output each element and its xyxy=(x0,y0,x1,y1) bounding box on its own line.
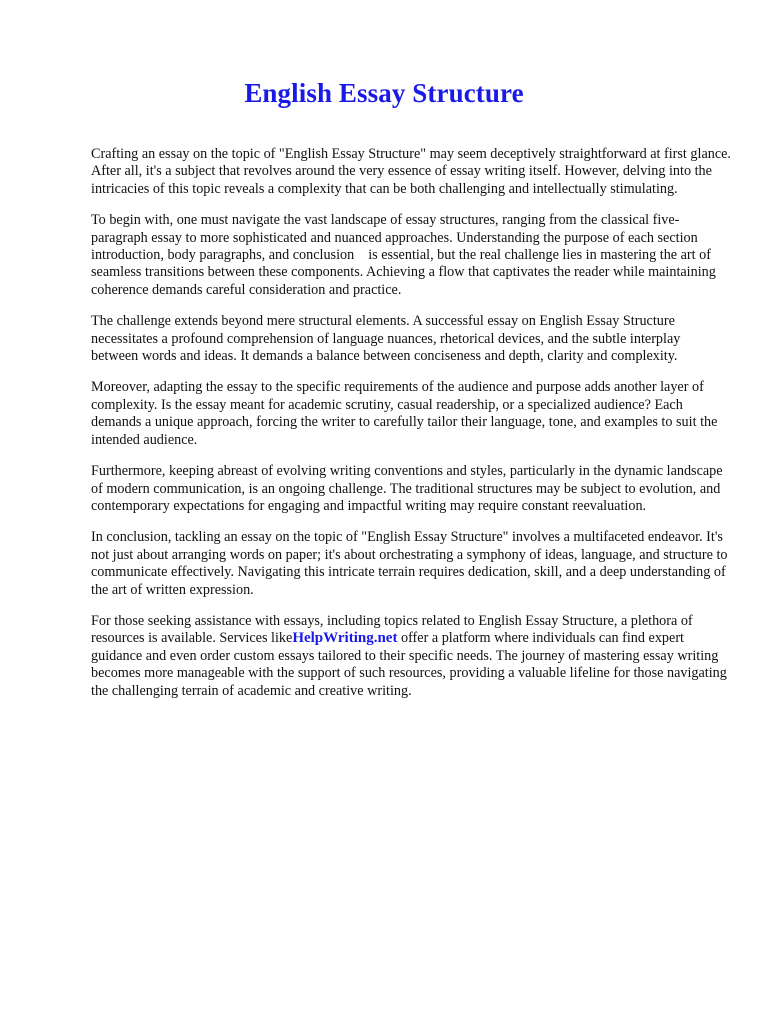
paragraph-intro: Crafting an essay on the topic of "English Essay Structure" may seem deceptively straightforward at first glance. After all, it's a subject that revolves around the very essence of essay writing itself. However, delving into the intricacies of this topic reveals a complexity that can be both challenging and intellectually stimulating. xyxy=(91,146,731,197)
paragraph-challenge: The challenge extends beyond mere structural elements. A successful essay on English Essay Structure necessitates a profound comprehension of language nuances, rhetorical devices, and the subtle interplay between words and ideas. It demands a balance between conciseness and depth, clarity and complexity. xyxy=(91,313,681,365)
paragraph-structures-part1: To begin with, one must navigate the vast landscape of essay structures, ranging from the classical five-paragraph essay to more sophisticated and nuanced approaches. Understanding the purpose of each section xyxy=(91,212,698,246)
document-body xyxy=(91,146,731,714)
paragraph-resources-before-link: For those seeking assistance with essays, including topics related to English Essay Structure, a plethora of resources is available. Services like xyxy=(91,612,693,647)
paragraph-structures xyxy=(91,212,731,299)
paragraph-conventions: Furthermore, keeping abreast of evolving writing conventions and styles, particularly in the dynamic landscape of modern communication, is an ongoing challenge. The traditional structures may be subject to evolution, and contemporary expectations for engaging and impactful writing may require constant reevaluation. xyxy=(91,463,723,514)
paragraph-audience: Moreover, adapting the essay to the specific requirements of the audience and purpose adds another layer of complexity. Is the essay meant for academic scrutiny, casual readership, or a specialized audience? Each demands a unique approach, forcing the writer to carefully tailor their language, tone, and examples to suit the intended audience. xyxy=(91,379,718,448)
paragraph-structures-part3: is essential, but the real challenge lies in mastering the art of seamless transitions between these components. Achieving a flow that captivates the reader while maintaining coherence demands careful consideration and practice. xyxy=(91,247,716,298)
paragraph-resources-after-link: offer a platform where individuals can find expert guidance and even order custom essays tailored to their specific needs. The journey of mastering essay writing becomes more manageable with the support of such resources, providing a valuable lifeline for those navigating the challenging terrain of academic and creative writing. xyxy=(91,630,727,699)
paragraph-resources xyxy=(91,613,731,700)
page-title: English Essay Structure xyxy=(244,78,524,108)
paragraph-structures-part2: introduction, body paragraphs, and conclusion xyxy=(91,247,355,264)
helpwriting-link[interactable]: HelpWriting.net xyxy=(292,630,398,647)
paragraph-conclusion: In conclusion, tackling an essay on the topic of "English Essay Structure" involves a multifaceted endeavor. It's not just about arranging words on paper; it's about orchestrating a symphony of ideas, language, and structure to communicate effectively. Navigating this intricate terrain requires dedication, skill, and a deep understanding of the art of written expression. xyxy=(91,529,728,598)
